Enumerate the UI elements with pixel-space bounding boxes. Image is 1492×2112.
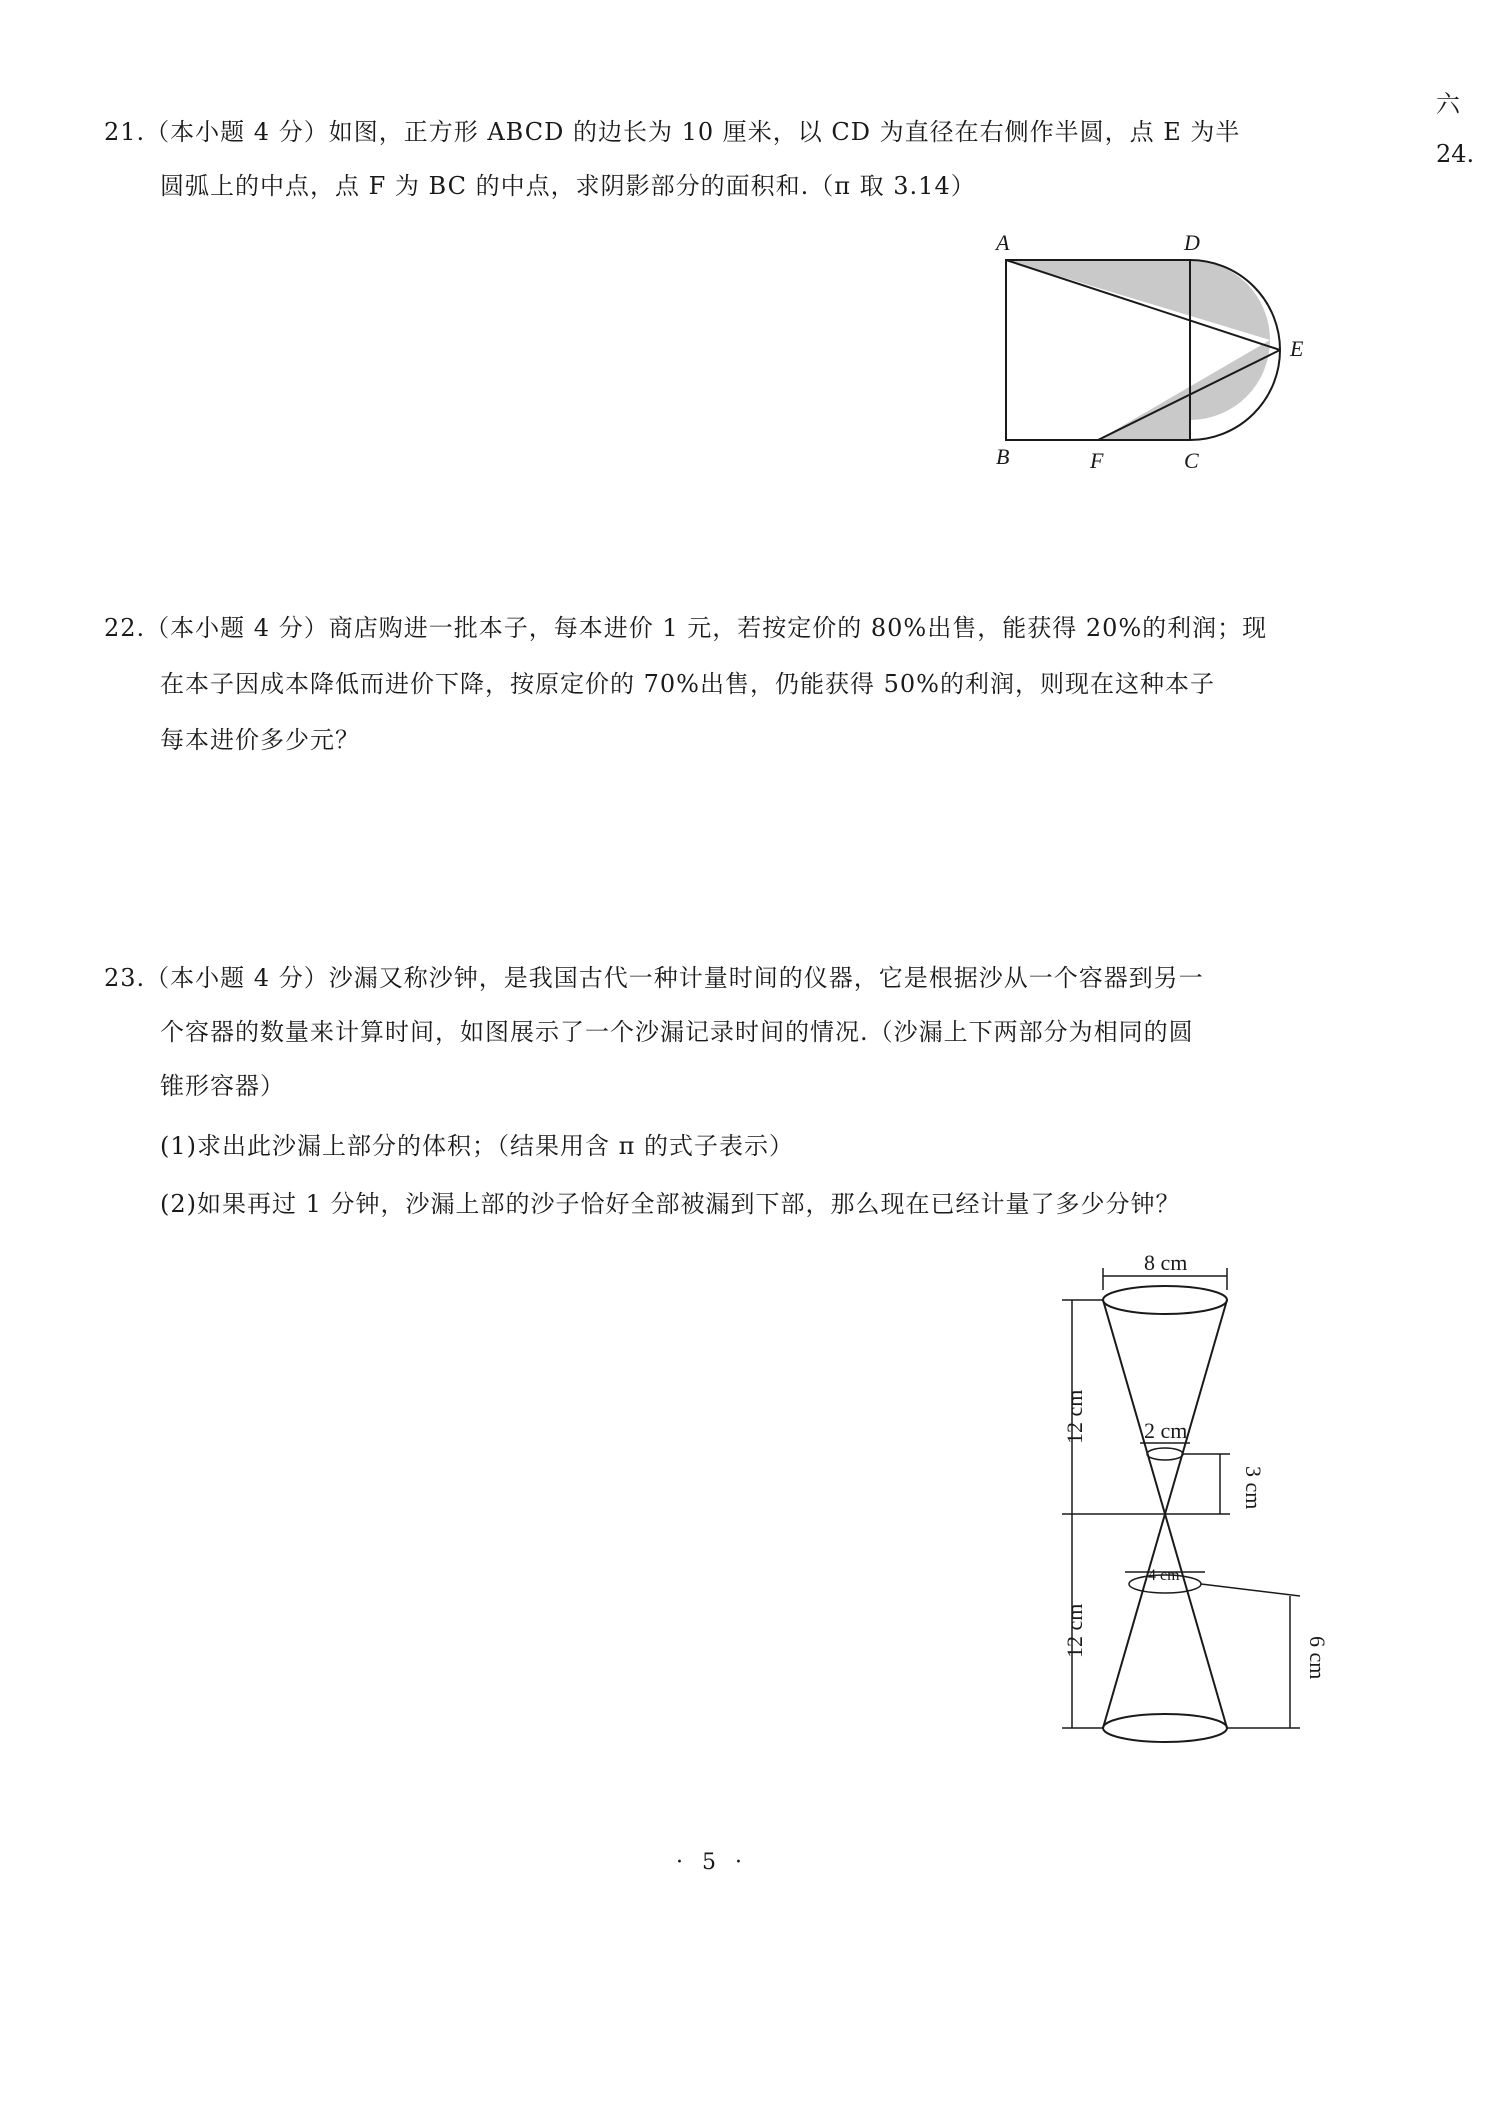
q22-line-1: 22.（本小题 4 分）商店购进一批本子，每本进价 1 元，若按定价的 80%出售，能获得 20%的利润；现: [104, 614, 1268, 642]
q23-dim-lower-height: 12 cm: [1062, 1603, 1087, 1658]
q23-bottom-ellipse: [1103, 1714, 1227, 1742]
q23-dim-lower-sand-height: 6 cm: [1305, 1636, 1330, 1680]
q21-shaded-lower: [1098, 340, 1270, 440]
corner-number: 24.: [1436, 140, 1475, 168]
q21-label-C: C: [1184, 448, 1199, 473]
corner-char: 六: [1436, 90, 1460, 118]
q22-line-3: 每本进价多少元？: [160, 726, 360, 754]
q21-line-2: 圆弧上的中点，点 F 为 BC 的中点，求阴影部分的面积和.（π 取 3.14）: [160, 172, 976, 200]
page-number: · 5 ·: [676, 1850, 748, 1875]
q21-line-1: 21.（本小题 4 分）如图，正方形 ABCD 的边长为 10 厘米，以 CD 为直径在右侧作半圆，点 E 为半: [104, 118, 1241, 146]
q23-dim-top-diameter: 8 cm: [1144, 1250, 1188, 1275]
q23-dim-upper-height: 12 cm: [1062, 1389, 1087, 1444]
q23-sub-1: (1)求出此沙漏上部分的体积；（结果用含 π 的式子表示）: [160, 1132, 795, 1160]
q23-dim-lower-sand-diameter: 4 cm: [1148, 1567, 1180, 1584]
q21-label-B: B: [996, 444, 1010, 469]
q23-line-2: 个容器的数量来计算时间，如图展示了一个沙漏记录时间的情况.（沙漏上下两部分为相同的圆: [160, 1018, 1194, 1046]
q23-line-3: 锥形容器）: [160, 1072, 285, 1100]
q23-dim-upper-sand-height: 3 cm: [1241, 1466, 1266, 1510]
q21-label-A: A: [996, 230, 1010, 255]
q22-line-2: 在本子因成本降低而进价下降，按原定价的 70%出售，仍能获得 50%的利润，则现在这种本子: [160, 670, 1215, 698]
q23-sub-2: (2)如果再过 1 分钟，沙漏上部的沙子恰好全部被漏到下部，那么现在已经计量了多少分钟？: [160, 1190, 1181, 1218]
q23-upper-sand-ellipse: [1147, 1448, 1183, 1460]
q21-label-F: F: [1090, 448, 1104, 473]
q23-line-1: 23.（本小题 4 分）沙漏又称沙钟，是我国古代一种计量时间的仪器，它是根据沙从一个容器到另一: [104, 964, 1204, 992]
q23-dim-upper-sand-diameter: 2 cm: [1144, 1418, 1188, 1443]
q21-label-E: E: [1290, 336, 1304, 361]
q23-top-ellipse: [1103, 1286, 1227, 1314]
q21-figure: [980, 228, 1340, 488]
q23-hourglass-figure: [1040, 1240, 1340, 1750]
q21-label-D: D: [1184, 230, 1200, 255]
